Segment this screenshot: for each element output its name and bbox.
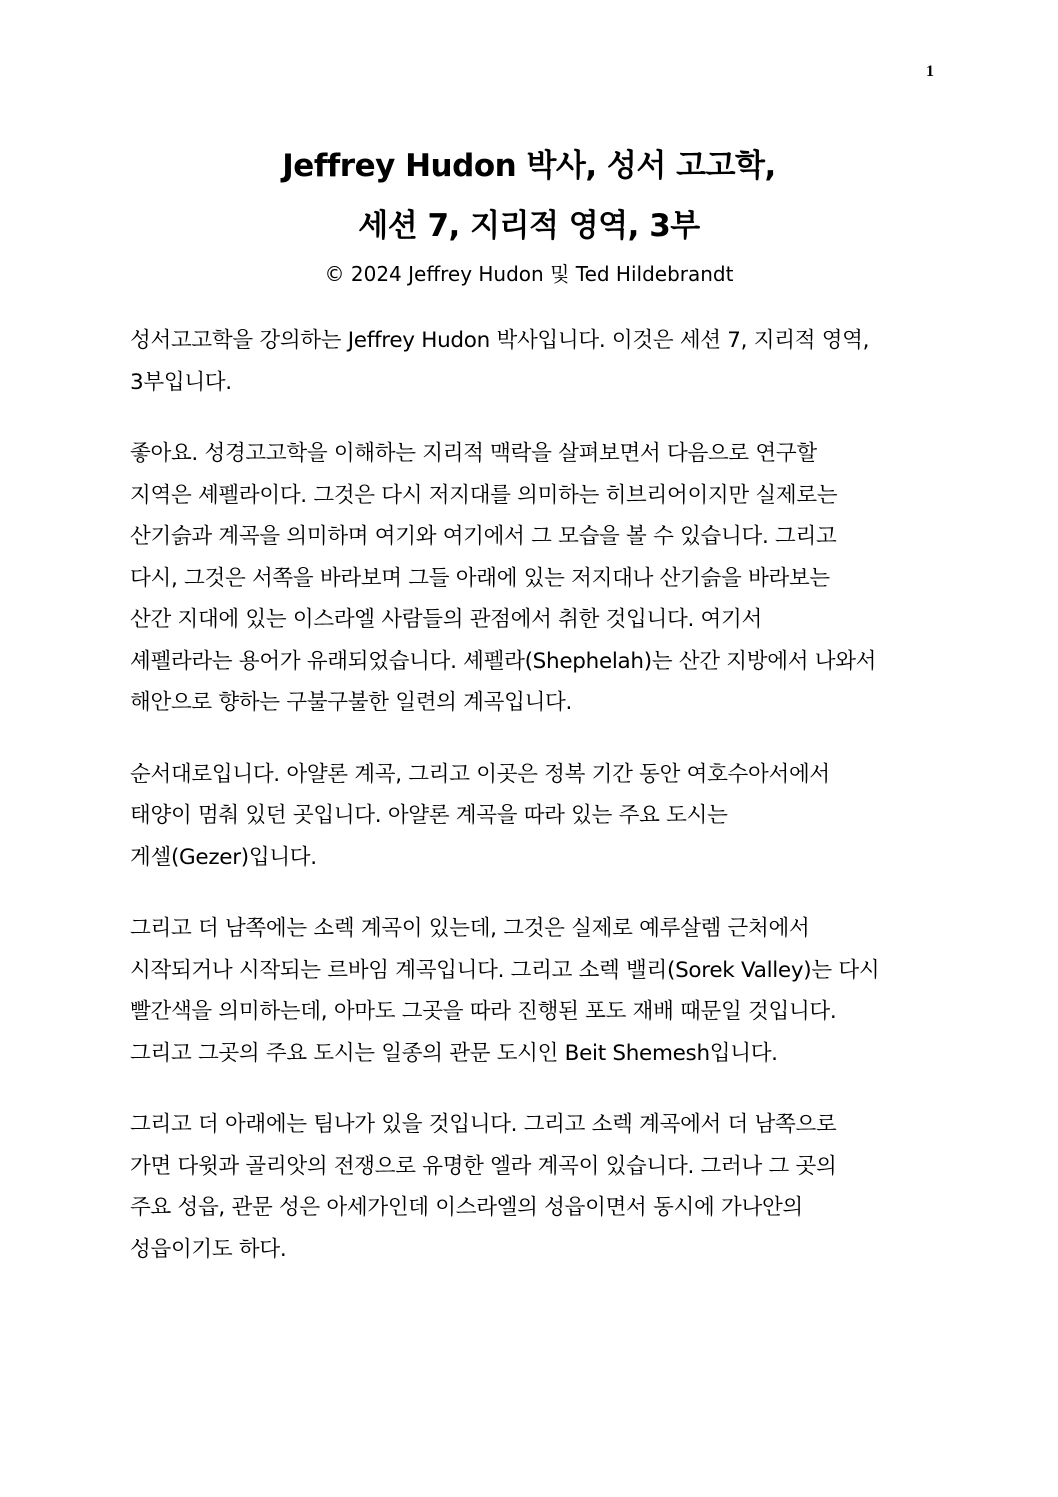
paragraph-4 (130, 908, 930, 1074)
document-title-line-2: 세션 7, 지리적 영역, 3부 (358, 208, 700, 244)
copyright-notice: © 2024 Jeffrey Hudon 및 Ted Hildebrandt (324, 262, 734, 286)
text-line: 셰펠라라는 용어가 유래되었습니다. 셰펠라(Shephelah)는 산간 지방에서 나와서 (130, 648, 877, 674)
text-line: 좋아요. 성경고고학을 이해하는 지리적 맥락을 살펴보면서 다음으로 연구할 (130, 441, 817, 466)
text-line: 그리고 그곳의 주요 도시는 일종의 관문 도시인 Beit Shemesh입니다. (130, 1040, 778, 1066)
paragraph-2 (130, 433, 930, 724)
text-line: 빨간색을 의미하는데, 아마도 그곳을 따라 진행된 포도 재배 때문일 것입니다. (130, 999, 837, 1024)
text-line: 성서고고학을 강의하는 Jeffrey Hudon 박사입니다. 이것은 세션 7, 지리적 영역, (130, 328, 870, 353)
text-line: 해안으로 향하는 구불구불한 일련의 계곡입니다. (130, 690, 573, 715)
paragraph-1 (130, 320, 930, 403)
text-line: 다시, 그것은 서쪽을 바라보며 그들 아래에 있는 저지대나 산기슭을 바라보는 (130, 565, 830, 591)
paragraph-3 (130, 754, 930, 879)
text-line: 3부입니다. (130, 369, 232, 395)
document-title-line-1: Jeffrey Hudon 박사, 성서 고고학, (282, 148, 776, 184)
text-line: 시작되거나 시작되는 르바임 계곡입니다. 그리고 소렉 밸리(Sorek Valley)는 다시 (130, 957, 880, 983)
text-line: 산기슭과 계곡을 의미하며 여기와 여기에서 그 모습을 볼 수 있습니다. 그리고 (130, 524, 837, 549)
text-line: 게셀(Gezer)입니다. (130, 844, 317, 870)
text-line: 그리고 더 아래에는 팀나가 있을 것입니다. 그리고 소렉 계곡에서 더 남쪽으로 (130, 1112, 837, 1137)
page-number: 1 (926, 63, 934, 80)
document-body (130, 320, 930, 1300)
text-line: 그리고 더 남쪽에는 소렉 계곡이 있는데, 그것은 실제로 예루살렘 근처에서 (130, 916, 810, 941)
text-line: 지역은 셰펠라이다. 그것은 다시 저지대를 의미하는 히브리어이지만 실제로는 (130, 482, 838, 508)
text-line: 순서대로입니다. 아얄론 계곡, 그리고 이곳은 정복 기간 동안 여호수아서에서 (130, 761, 830, 787)
text-line: 성읍이기도 하다. (130, 1236, 287, 1262)
paragraph-5 (130, 1104, 930, 1270)
document-header (0, 136, 1058, 288)
text-line: 산간 지대에 있는 이스라엘 사람들의 관점에서 취한 것입니다. 여기서 (130, 607, 762, 632)
text-line: 태양이 멈춰 있던 곳입니다. 아얄론 계곡을 따라 있는 주요 도시는 (130, 803, 728, 828)
text-line: 주요 성읍, 관문 성은 아세가인데 이스라엘의 성읍이면서 동시에 가나안의 (130, 1195, 803, 1220)
text-line: 가면 다윗과 골리앗의 전쟁으로 유명한 엘라 계곡이 있습니다. 그러나 그 곳의 (130, 1153, 837, 1179)
